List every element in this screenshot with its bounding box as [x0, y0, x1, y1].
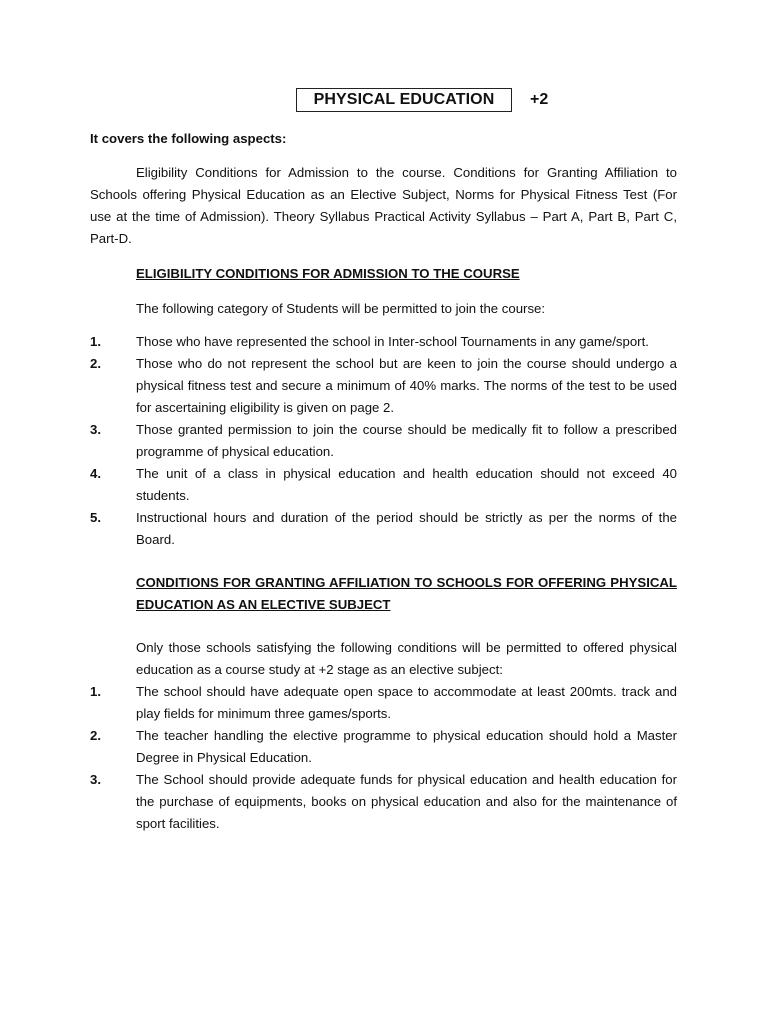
list-item-text: The teacher handling the elective programme to physical education should hold a Master Degree in Physical Education. [136, 728, 677, 765]
list-item [90, 419, 677, 463]
list-item-number: 3. [90, 422, 101, 437]
list-item-text: Instructional hours and duration of the period should be strictly as per the norms of the Board. [136, 510, 677, 547]
eligibility-lead: The following category of Students will be permitted to join the course: [136, 301, 546, 316]
list-item [90, 353, 677, 419]
page-title: PHYSICAL EDUCATION [296, 88, 512, 112]
list-item-number: 2. [90, 728, 101, 743]
title-row [296, 88, 548, 112]
list-item-number: 1. [90, 334, 101, 349]
list-item-number: 3. [90, 772, 101, 787]
list-item-text: Those who do not represent the school but are keen to join the course should undergo a physical fitness test and secure a minimum of 40% marks. The norms of the test to be used for ascertaining eligibility is given on page 2. [136, 356, 677, 415]
eligibility-heading: ELIGIBILITY CONDITIONS FOR ADMISSION TO THE COURSE [136, 266, 520, 281]
affiliation-lead: Only those schools satisfying the following conditions will be permitted to offered physical education as a course study at +2 stage as an elective subject: [136, 640, 677, 677]
list-item-text: The unit of a class in physical education and health education should not exceed 40 students. [136, 466, 677, 503]
list-item [90, 769, 677, 835]
list-item-number: 1. [90, 684, 101, 699]
list-item [90, 331, 677, 353]
list-item [90, 725, 677, 769]
affiliation-list [90, 681, 677, 835]
list-item-text: Those who have represented the school in Inter-school Tournaments in any game/sport. [136, 334, 649, 349]
list-item [90, 507, 677, 551]
page-title-suffix: +2 [530, 91, 549, 108]
list-item-text: The school should have adequate open space to accommodate at least 200mts. track and play fields for minimum three games/sports. [136, 684, 677, 721]
affiliation-heading: CONDITIONS FOR GRANTING AFFILIATION TO SCHOOLS FOR OFFERING PHYSICAL EDUCATION AS AN ELECTIVE SUBJECT [136, 575, 677, 612]
list-item [90, 463, 677, 507]
list-item-text: The School should provide adequate funds for physical education and health education for the purchase of equipments, books on physical education and also for the maintenance of sport facilities. [136, 772, 677, 831]
eligibility-list [90, 331, 677, 551]
list-item-number: 5. [90, 510, 101, 525]
intro-paragraph: Eligibility Conditions for Admission to the course. Conditions for Granting Affiliation to Schools offering Physical Education as an Elective Subject, Norms for Physical Fitness Test (For use at the time of Admission). Theory Syllabus Practical Activity Syllabus – Part A, Part B, Part C, Part-D. [90, 165, 677, 246]
list-item-number: 4. [90, 466, 101, 481]
intro-heading: It covers the following aspects: [90, 131, 287, 146]
list-item-text: Those granted permission to join the course should be medically fit to follow a prescribed programme of physical education. [136, 422, 677, 459]
list-item [90, 681, 677, 725]
list-item-number: 2. [90, 356, 101, 371]
